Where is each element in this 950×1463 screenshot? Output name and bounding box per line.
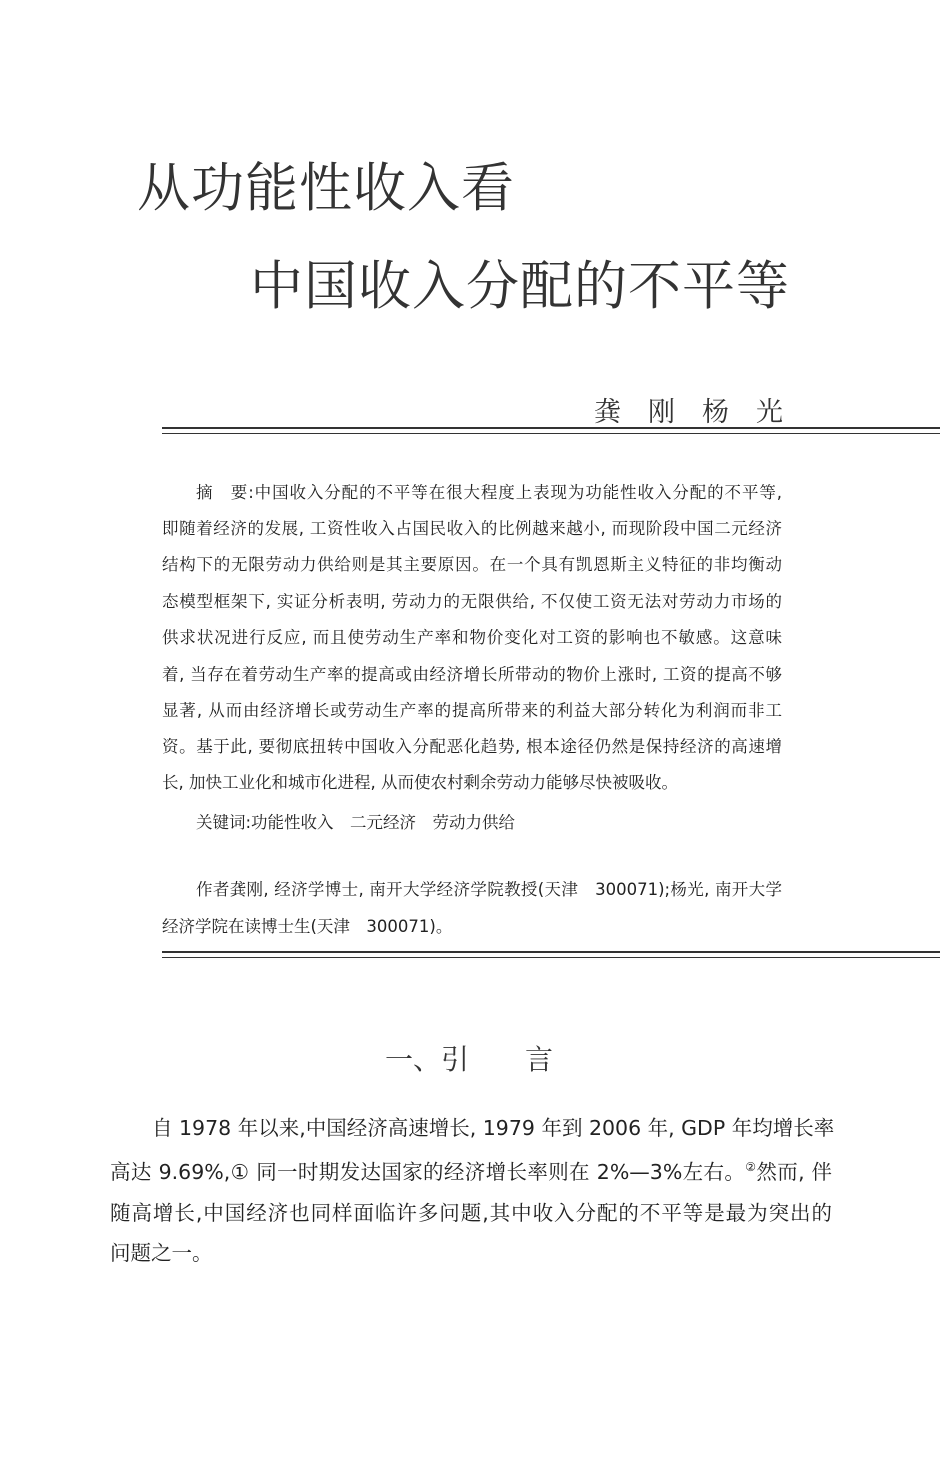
- footnote-marker[interactable]: ②: [745, 1160, 757, 1174]
- abstract-line: 即随着经济的发展, 工资性收入占国民收入的比例越来越小, 而现阶段中国二元经济: [162, 519, 782, 538]
- abstract-line: 摘 要:中国收入分配的不平等在很大程度上表现为功能性收入分配的不平等,: [196, 483, 782, 502]
- authors: 龚 刚 杨 光: [594, 397, 783, 428]
- top-rule: [162, 427, 940, 434]
- body-line: 随高增长,中国经济也同样面临许多问题,其中收入分配的不平等是最为突出的: [110, 1201, 832, 1225]
- abstract-line: 结构下的无限劳动力供给则是其主要原因。在一个具有凯恩斯主义特征的非均衡动: [162, 555, 782, 574]
- abstract-line: 显著, 从而由经济增长或劳动生产率的提高所带来的利益大部分转化为利润而非工: [162, 701, 782, 720]
- body-line: 问题之一。: [110, 1241, 213, 1265]
- title-line-2: 中国收入分配的不平等: [250, 256, 790, 317]
- abstract-line: 资。基于此, 要彻底扭转中国收入分配恶化趋势, 根本途径仍然是保持经济的高速增: [162, 737, 782, 756]
- author-note-line: 经济学院在读博士生(天津 300071)。: [162, 917, 453, 936]
- body-line: 高达 9.69%,① 同一时期发达国家的经济增长率则在 2%—3%左右。②然而, 伴: [110, 1160, 832, 1184]
- body-line: 自 1978 年以来,中国经济高速增长, 1979 年到 2006 年, GDP 年均增长率: [152, 1116, 835, 1140]
- title-line-1: 从功能性收入看: [137, 158, 515, 219]
- abstract-line: 态模型框架下, 实证分析表明, 劳动力的无限供给, 不仅使工资无法对劳动力市场的: [162, 592, 782, 611]
- keywords: 关键词:功能性收入 二元经济 劳动力供给: [196, 813, 516, 832]
- section-heading: 一、引 言: [385, 1043, 554, 1076]
- abstract-line: 长, 加快工业化和城市化进程, 从而使农村剩余劳动力能够尽快被吸收。: [162, 773, 678, 792]
- author-note-line: 作者龚刚, 经济学博士, 南开大学经济学院教授(天津 300071);杨光, 南开大学: [196, 880, 782, 899]
- bottom-rule: [162, 951, 940, 958]
- abstract-line: 供求状况进行反应, 而且使劳动生产率和物价变化对工资的影响也不敏感。这意味: [162, 628, 782, 647]
- abstract-line: 着, 当存在着劳动生产率的提高或由经济增长所带动的物价上涨时, 工资的提高不够: [162, 665, 782, 684]
